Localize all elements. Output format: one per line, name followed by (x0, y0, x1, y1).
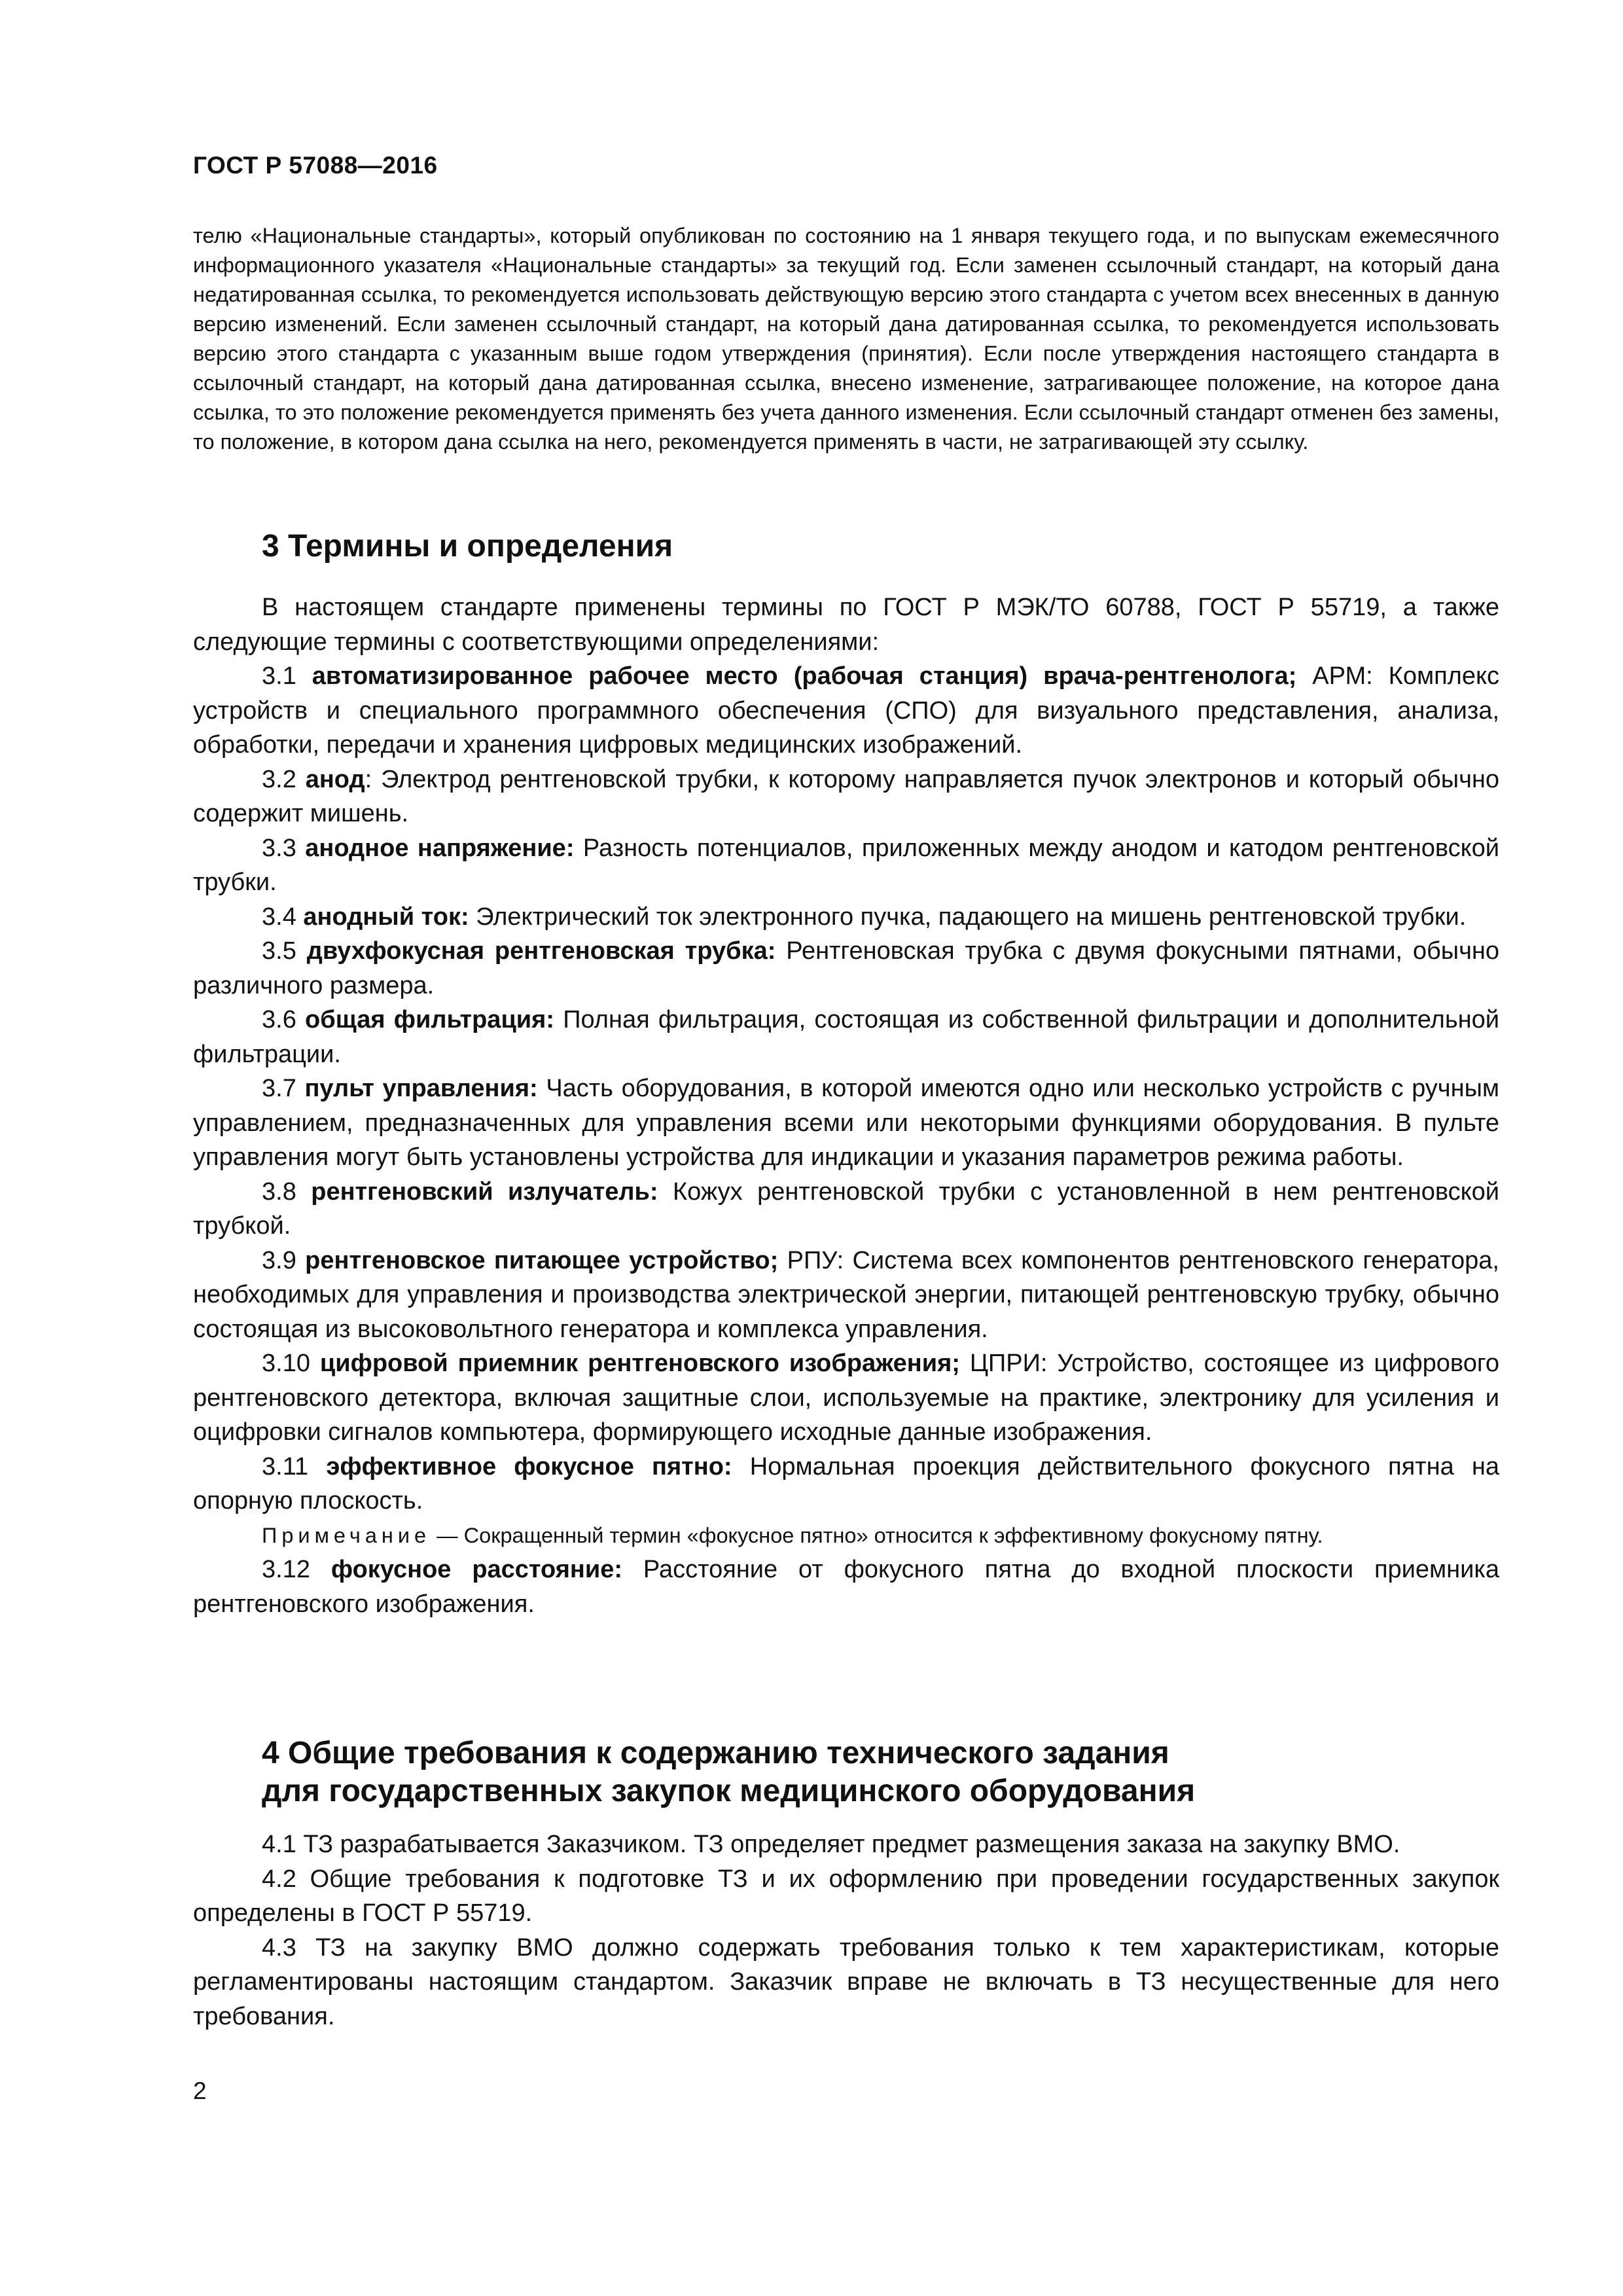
term-3-9 (193, 1244, 1499, 1347)
term-name: цифровой приемник рентгеновского изображения; (319, 1350, 960, 1377)
section-4-body (193, 1827, 1499, 2034)
term-name: анодный ток: (303, 903, 469, 931)
term-3-7 (193, 1071, 1499, 1175)
section-3-title: 3 Термины и определения (262, 529, 673, 564)
term-3-1 (193, 659, 1499, 762)
term-name: анод (305, 765, 365, 793)
term-number: 3.4 (262, 903, 296, 931)
term-number: 3.5 (262, 937, 296, 965)
term-definition: Электрический ток электронного пучка, падающего на мишень рентгеновской трубки. (476, 903, 1467, 931)
intro-paragraph: телю «Национальные стандарты», который опубликован по состоянию на 1 января текущего года, и по выпускам ежемесячного информационного указателя «Национальные стандарты» за текущий год. Если заменен ссылочный стандарт, на который дана недатированная ссылка, то рекомендуется использовать действующую версию этого стандарта с учетом всех внесенных в данную версию изменений. Если заменен ссылочный стандарт, на который дана датированная ссылка, то рекомендуется использовать версию этого стандарта с указанным выше годом утверждения (принятия). Если после утверждения настоящего стандарта в ссылочный стандарт, на который дана датированная ссылка, внесено изменение, затрагивающее положение, на которое дана ссылка, то это положение рекомендуется применять без учета данного изменения. Если ссылочный стандарт отменен без замены, то положение, в котором дана ссылка на него, рекомендуется применять в части, не затрагивающей эту ссылку. (193, 224, 1499, 454)
term-number: 3.3 (262, 834, 296, 862)
term-number: 3.11 (262, 1452, 309, 1480)
term-name: автоматизированное рабочее место (рабочая станция) врача-рентгенолога; (312, 662, 1297, 690)
term-number: 3.8 (262, 1177, 296, 1206)
document-header-standard-code: ГОСТ Р 57088—2016 (193, 152, 438, 179)
term-definition: Нормальная проекция действительного фокусного пятна на опорную плоскость. (193, 1452, 1499, 1515)
term-number: 3.2 (262, 765, 296, 793)
note-text: — Сокращенный термин «фокусное пятно» относится к эффективному фокусному пятну. (437, 1523, 1323, 1547)
note-label: Примечание (262, 1523, 431, 1547)
term-definition: : Электрод рентгеновской трубки, к которому направляется пучок электронов и который обычно содержит мишень. (193, 765, 1500, 827)
term-name: пульт управления: (304, 1075, 538, 1102)
term-number: 3.6 (262, 1006, 296, 1033)
term-name: общая фильтрация: (305, 1006, 554, 1033)
term-3-5 (193, 934, 1499, 1003)
term-name: двухфокусная рентгеновская трубка: (306, 937, 776, 965)
term-3-10 (193, 1346, 1499, 1450)
term-3-12 (193, 1552, 1499, 1621)
paragraph-4-1: 4.1 ТЗ разрабатывается Заказчиком. ТЗ определяет предмет размещения заказа на закупку ВМО. (262, 1831, 1400, 1858)
term-3-8 (193, 1175, 1499, 1244)
term-3-6 (193, 1003, 1499, 1071)
term-number: 3.1 (262, 662, 296, 690)
term-definition: РПУ: Система всех компонентов рентгеновского генератора, необходимых для управления и производства электрической энергии, питающей рентгеновскую трубку, обычно состоящая из высоковольтного генератора и комплекса управления. (193, 1246, 1499, 1343)
term-number: 3.12 (262, 1556, 310, 1583)
paragraph-4-3: 4.3 ТЗ на закупку ВМО должно содержать требования только к тем характеристикам, которые регламентированы настоящим стандартом. Заказчик вправе не включать в ТЗ несущественные для него требования. (193, 1933, 1499, 2030)
term-definition: Полная фильтрация, состоящая из собственной фильтрации и дополнительной фильтрации. (193, 1006, 1499, 1068)
term-definition: Кожух рентгеновской трубки с установленной в нем рентгеновской трубкой. (193, 1177, 1500, 1240)
term-number: 3.10 (262, 1350, 310, 1377)
section-3-body (193, 590, 1499, 1621)
note-paragraph (193, 1518, 1499, 1553)
paragraph-4-2: 4.2 Общие требования к подготовке ТЗ и их оформлению при проведении государственных закупок определены в ГОСТ Р 55719. (193, 1865, 1499, 1927)
section-4-title (262, 1734, 1195, 1810)
term-name: эффективное фокусное пятно: (326, 1452, 732, 1480)
term-definition: АРМ: Комплекс устройств и специального программного обеспечения (СПО) для визуального представления, анализа, обработки, передачи и хранения цифровых медицинских изображений. (193, 662, 1500, 759)
term-name: фокусное расстояние: (330, 1556, 623, 1583)
term-definition: Рентгеновская трубка с двумя фокусными пятнами, обычно различного размера. (193, 937, 1499, 999)
page-number: 2 (193, 2077, 207, 2104)
term-definition: Расстояние от фокусного пятна до входной плоскости приемника рентгеновского изображения. (193, 1556, 1499, 1618)
term-definition: Часть оборудования, в которой имеются одно или несколько устройств с ручным управлением, предназначенных для управления всеми или некоторыми функциями оборудования. В пульте управления могут быть установлены устройства для индикации и указания параметров режима работы. (193, 1075, 1500, 1171)
term-name: анодное напряжение: (305, 834, 575, 862)
section-4-title-line-1: 4 Общие требования к содержанию технического задания (262, 1736, 1169, 1770)
term-name: рентгеновское питающее устройство; (305, 1246, 779, 1274)
term-3-4 (193, 900, 1499, 935)
term-name: рентгеновский излучатель: (311, 1177, 658, 1206)
term-3-11 (193, 1450, 1499, 1518)
section-4-title-line-2: для государственных закупок медицинского оборудования (262, 1774, 1196, 1808)
term-3-3 (193, 831, 1499, 900)
term-definition: Разность потенциалов, приложенных между анодом и катодом рентгеновской трубки. (193, 834, 1500, 896)
term-definition: ЦПРИ: Устройство, состоящее из цифрового рентгеновского детектора, включая защитные слои, используемые на практике, электронику для усиления и оцифровки сигналов компьютера, формирующего исходные данные изображения. (193, 1350, 1499, 1446)
term-number: 3.7 (262, 1075, 296, 1102)
term-3-2 (193, 762, 1499, 831)
section-3-lead: В настоящем стандарте применены термины по ГОСТ Р МЭК/ТО 60788, ГОСТ Р 55719, а также следующие термины с соответствующими определениями: (193, 594, 1499, 656)
term-number: 3.9 (262, 1246, 296, 1274)
